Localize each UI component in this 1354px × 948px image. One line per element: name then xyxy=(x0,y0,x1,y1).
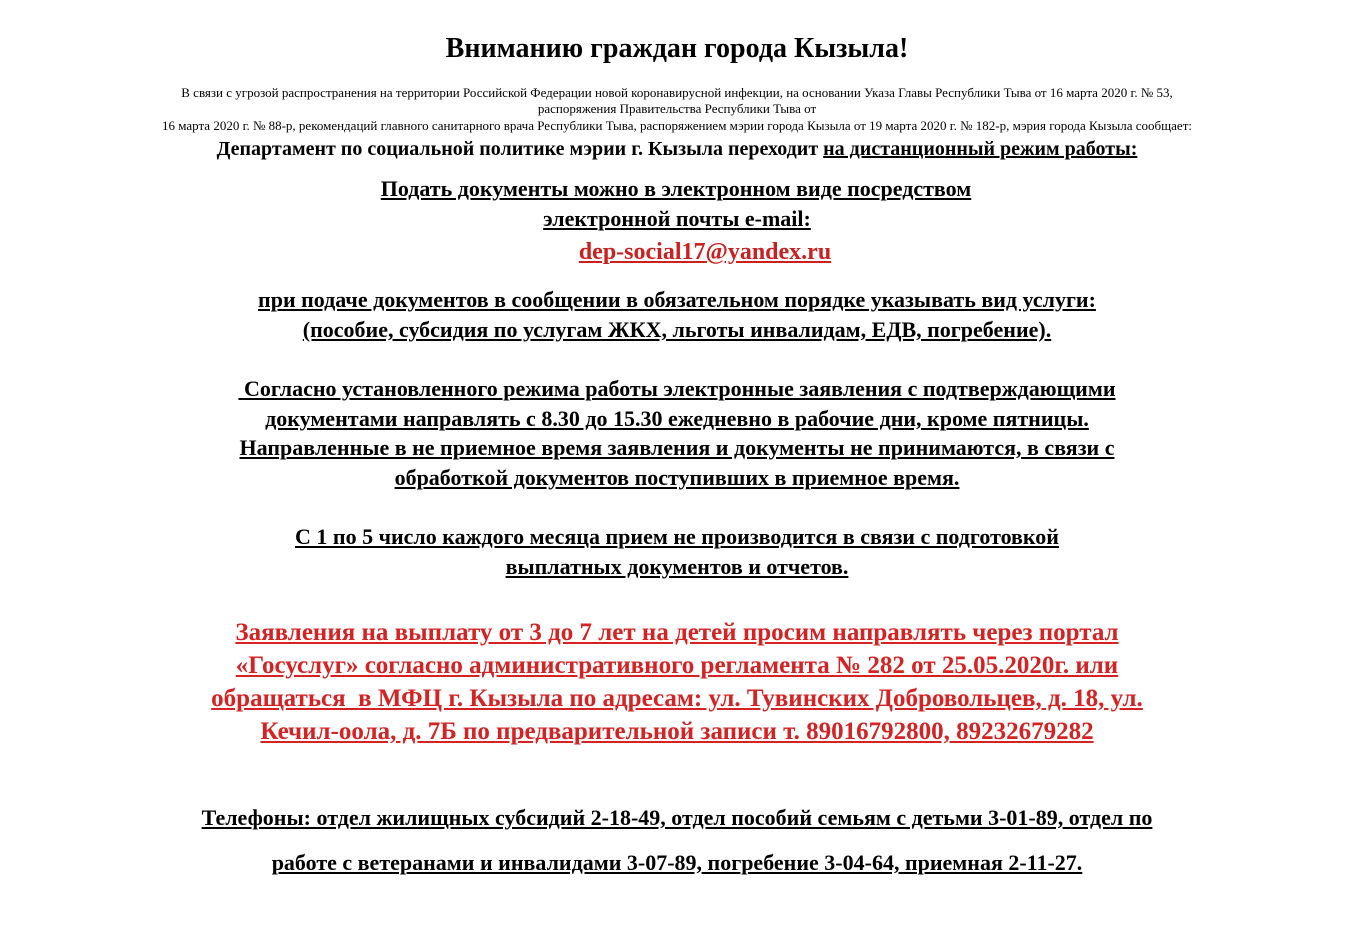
email-link[interactable]: dep-social17@yandex.ru xyxy=(578,239,832,265)
department-text: Департамент по социальной политике мэрии г. Кызыла переходит xyxy=(216,138,824,160)
service-note-line-2: (пособие, субсидия по услугам ЖКХ, льготы инвалидам, ЕДВ, погребение). xyxy=(302,317,1052,342)
service-note-line-1: при подаче документов в сообщении в обязательном порядке указывать вид услуги: xyxy=(258,287,1096,312)
children-payment-line-3: обращаться в МФЦ г. Кызыла по адресам: ул. Тувинских Добровольцев, д. 18, ул. xyxy=(211,685,1143,712)
children-payment-line-2: «Госуслуг» согласно административного регламента № 282 от 25.05.2020г. или xyxy=(235,652,1119,679)
schedule-line-3: Направленные в не приемное время заявления и документы не принимаются, в связи с xyxy=(239,435,1115,460)
department-remote-mode: на дистанционный режим работы: xyxy=(823,138,1138,160)
email-section-line-2: электронной почты e-mail: xyxy=(543,206,811,231)
children-payment-line-4: Кечил-оола, д. 7Б по предварительной записи т. 89016792800, 89232679282 xyxy=(260,718,1094,745)
phones-line-1: Телефоны: отдел жилищных субсидий 2-18-49, отдел пособий семьям с детьми 3-01-89, отдел по xyxy=(201,805,1153,830)
department-statement xyxy=(0,139,1354,159)
no-reception-line-1: С 1 по 5 число каждого месяца прием не производится в связи с подготовкой xyxy=(295,524,1059,549)
intro-line-3: 16 марта 2020 г. № 88-р, рекомендаций главного санитарного врача Республики Тыва, распоряжением мэрии города Кызыла от 19 марта 2020 г. № 182-р, мэрия города Кызыла сообщает: xyxy=(161,118,1192,133)
intro-line-1: В связи с угрозой распространения на территории Российской Федерации новой коронавирусной инфекции, на основании Указа Главы Республики Тыва от 16 марта 2020 г. № 53, xyxy=(181,85,1173,100)
schedule-line-1: Согласно установленного режима работы электронные заявления с подтверждающими xyxy=(238,376,1116,401)
email-section-line-1: Подать документы можно в электронном виде посредством xyxy=(380,176,972,201)
schedule-line-4: обработкой документов поступивших в приемное время. xyxy=(394,465,960,490)
no-reception-line-2: выплатных документов и отчетов. xyxy=(505,554,849,579)
phones-line-2: работе с ветеранами и инвалидами 3-07-89, погребение 3-04-64, приемная 2-11-27. xyxy=(271,850,1083,875)
notice-title: Вниманию граждан города Кызыла! xyxy=(445,33,909,64)
children-payment-line-1: Заявления на выплату от 3 до 7 лет на детей просим направлять через портал xyxy=(235,619,1119,646)
schedule-line-2: документами направлять с 8.30 до 15.30 ежедневно в рабочие дни, кроме пятницы. xyxy=(265,406,1089,431)
intro-line-2: распоряжения Правительства Республики Тыва от xyxy=(537,101,817,116)
